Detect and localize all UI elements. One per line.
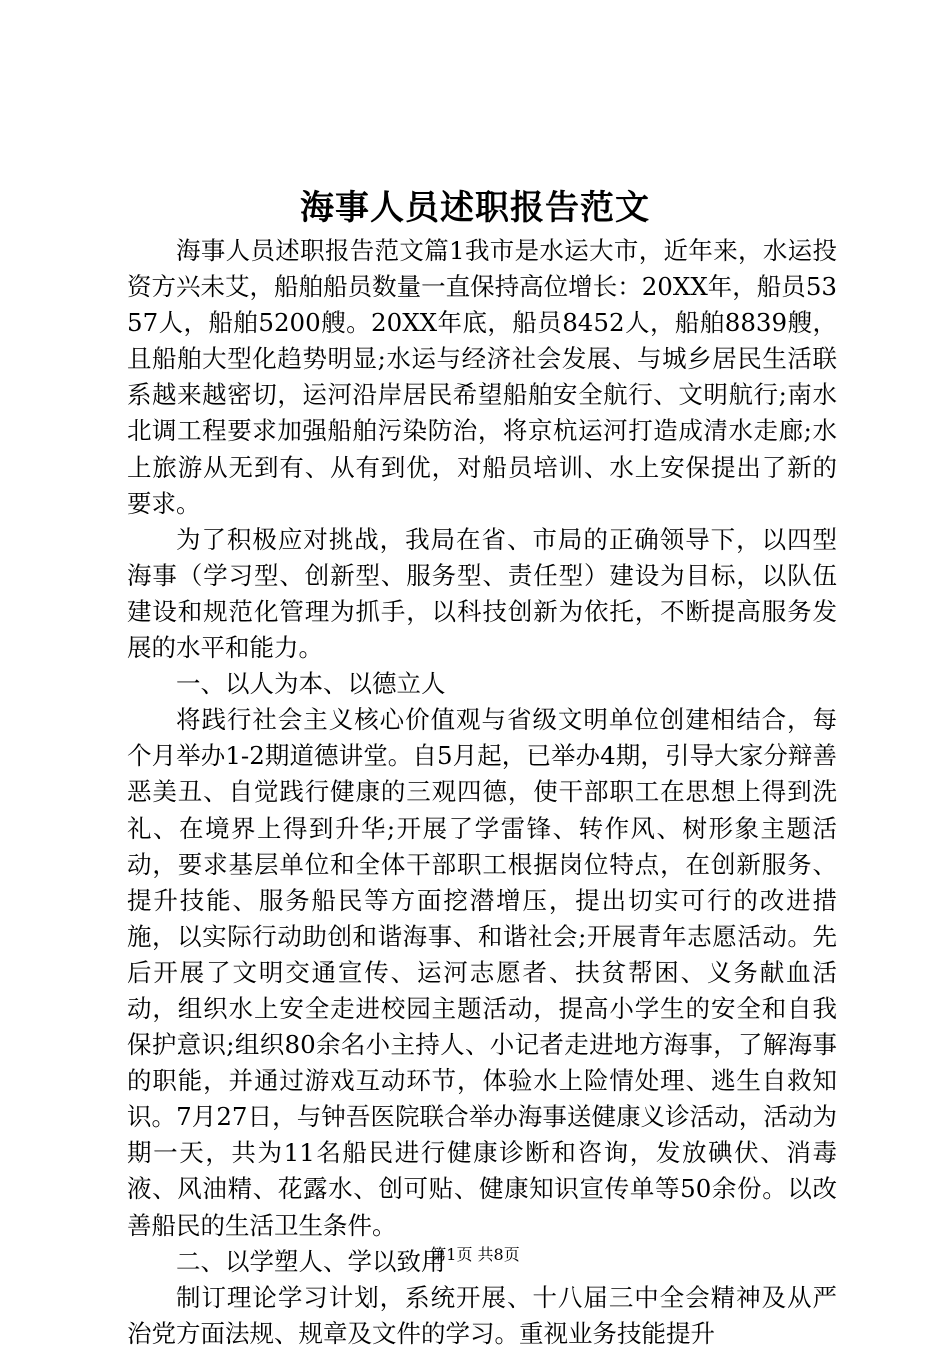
document-body <box>127 233 837 1352</box>
document-title: 海事人员述职报告范文 <box>300 188 650 228</box>
paragraph-intro: 海事人员述职报告范文篇1我市是水运大市，近年来，水运投资方兴未艾，船舶船员数量一直保持高位增长：20XX年，船员5357人，船舶5200艘。20XX年底，船员8452人，船舶8839艘，且船舶大型化趋势明显;水运与经济社会发展、与城乡居民生活联系越来越密切，运河沿岸居民希望船舶安全航行、文明航行;南水北调工程要求加强船舶污染防治，将京杭运河打造成清水走廊;水上旅游从无到有、从有到优，对船员培训、水上安保提出了新的要求。 <box>127 236 837 518</box>
paragraph-section-2: 制订理论学习计划，系统开展、十八届三中全会精神及从严治党方面法规、规章及文件的学习。重视业务技能提升 <box>127 1282 837 1348</box>
paragraph-section-1: 将践行社会主义核心价值观与省级文明单位创建相结合，每个月举办1-2期道德讲堂。自5月起，已举办4期，引导大家分辩善恶美丑、自觉践行健康的三观四德，使干部职工在思想上得到洗礼、在境界上得到升华;开展了学雷锋、转作风、树形象主题活动，要求基层单位和全体干部职工根据岗位特点，在创新服务、提升技能、服务船民等方面挖潜增压，提出切实可行的改进措施，以实际行动助创和谐海事、和谐社会;开展青年志愿活动。先后开展了文明交通宣传、运河志愿者、扶贫帮困、义务献血活动，组织水上安全走进校园主题活动，提高小学生的安全和自我保护意识;组织80余名小主持人、小记者走进地方海事，了解海事的职能，并通过游戏互动环节，体验水上险情处理、逃生自救知识。7月27日，与钟吾医院联合举办海事送健康义诊活动，活动为期一天，共为11名船民进行健康诊断和咨询，发放碘伏、消毒液、风油精、花露水、创可贴、健康知识宣传单等50余份。以改善船民的生活卫生条件。 <box>127 705 837 1240</box>
page-footer: 第1页 共8页 <box>430 1245 520 1264</box>
paragraph-goals: 为了积极应对挑战，我局在省、市局的正确领导下，以四型海事（学习型、创新型、服务型、责任型）建设为目标，以队伍建设和规范化管理为抓手，以科技创新为依托，不断提高服务发展的水平和能力。 <box>127 524 837 663</box>
section-heading-1: 一、以人为本、以德立人 <box>176 669 446 699</box>
section-heading-2: 二、以学塑人、学以致用 <box>176 1246 446 1276</box>
